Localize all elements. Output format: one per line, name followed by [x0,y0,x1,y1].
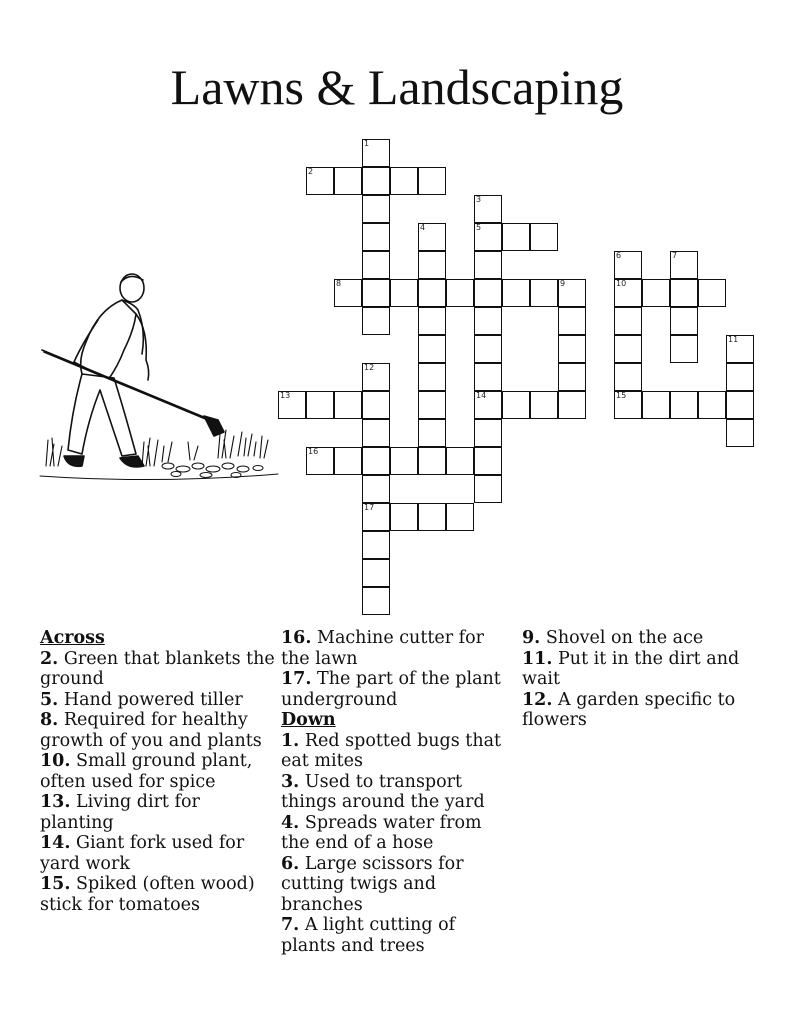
grid-cell[interactable] [334,447,362,475]
grid-cell[interactable] [418,251,446,279]
grid-cell[interactable] [362,531,390,559]
grid-cell[interactable] [362,251,390,279]
grid-cell[interactable] [418,307,446,335]
grid-cell[interactable] [418,223,446,251]
grid-cell[interactable] [306,391,334,419]
grid-cell[interactable] [474,335,502,363]
clue-down-11: 11. Put it in the dirt and wait [522,648,740,689]
grid-cell[interactable] [698,391,726,419]
grid-number-1: 1 [364,139,370,148]
grid-cell[interactable] [558,363,586,391]
grid-cell[interactable] [670,335,698,363]
grid-cell[interactable] [558,335,586,363]
grid-cell[interactable] [418,419,446,447]
grid-cell[interactable] [474,307,502,335]
grid-cell[interactable] [502,279,530,307]
grid-number-7: 7 [672,251,678,260]
grid-cell[interactable] [306,167,334,195]
grid-cell[interactable] [614,279,642,307]
grid-cell[interactable] [362,307,390,335]
grid-cell[interactable] [362,587,390,615]
grid-cell[interactable] [642,391,670,419]
grid-number-12: 12 [364,363,375,372]
grid-number-14: 14 [476,391,487,400]
grid-cell[interactable] [362,475,390,503]
grid-cell[interactable] [418,335,446,363]
grid-cell[interactable] [362,419,390,447]
grid-cell[interactable] [362,279,390,307]
grid-cell[interactable] [614,391,642,419]
clue-down-6: 6. Large scissors for cutting twigs and branches [281,853,464,915]
grid-number-16: 16 [308,447,319,456]
grid-cell[interactable] [390,503,418,531]
grid-cell[interactable] [390,279,418,307]
grid-cell[interactable] [334,391,362,419]
grid-cell[interactable] [642,279,670,307]
grid-cell[interactable] [362,363,390,391]
grid-cell[interactable] [446,447,474,475]
grid-cell[interactable] [418,279,446,307]
grid-cell[interactable] [474,363,502,391]
grid-number-10: 10 [616,279,627,288]
grid-number-4: 4 [420,223,426,232]
grid-cell[interactable] [670,307,698,335]
clue-across-17: 17. The part of the plant underground [281,669,501,710]
grid-cell[interactable] [362,139,390,167]
grid-cell[interactable] [726,363,754,391]
grid-cell[interactable] [418,391,446,419]
grid-cell[interactable] [698,279,726,307]
grid-cell[interactable] [306,447,334,475]
grid-cell[interactable] [558,391,586,419]
clue-down-7: 7. A light cutting of plants and trees [281,915,456,956]
clue-down-12: 12. A garden specific to flowers [522,689,736,730]
clues-column-3 [522,628,754,731]
clue-across-16: 16. Machine cutter for the lawn [281,628,485,669]
grid-cell[interactable] [446,503,474,531]
clues-column-2 [281,628,507,956]
grid-cell[interactable] [670,279,698,307]
grid-cell[interactable] [334,279,362,307]
clue-across-2: 2. Green that blankets the ground [40,648,275,689]
grid-number-9: 9 [560,279,566,288]
grid-cell[interactable] [362,559,390,587]
grid-cell[interactable] [726,419,754,447]
grid-cell[interactable] [530,391,558,419]
grid-cell[interactable] [446,279,474,307]
grid-cell[interactable] [670,251,698,279]
clue-across-15: 15. Spiked (often wood) stick for tomatoes [40,874,255,915]
grid-number-17: 17 [364,503,375,512]
clue-down-9: 9. Shovel on the ace [522,628,704,648]
clue-down-1: 1. Red spotted bugs that eat mites [281,730,502,771]
clue-across-8: 8. Required for healthy growth of you and plants [40,710,262,751]
grid-number-15: 15 [616,391,627,400]
grid-number-11: 11 [728,335,739,344]
clues-column-1 [40,628,276,915]
clue-across-13: 13. Living dirt for planting [40,792,200,833]
grid-number-5: 5 [476,223,482,232]
grid-cell[interactable] [362,503,390,531]
grid-cell[interactable] [670,391,698,419]
grid-number-6: 6 [616,251,622,260]
grid-cell[interactable] [418,363,446,391]
clue-across-10: 10. Small ground plant, often used for spice [40,751,253,792]
down-heading: Down [281,710,336,730]
grid-cell[interactable] [474,447,502,475]
grid-cell[interactable] [362,167,390,195]
grid-cell[interactable] [474,279,502,307]
grid-cell[interactable] [474,251,502,279]
grid-cell[interactable] [614,363,642,391]
grid-cell[interactable] [726,335,754,363]
grid-cell[interactable] [614,307,642,335]
across-heading: Across [40,628,105,648]
grid-number-3: 3 [476,195,482,204]
puzzle-title: Lawns & Landscaping [170,59,624,115]
grid-cell[interactable] [530,223,558,251]
grid-cell[interactable] [418,447,446,475]
grid-cell[interactable] [614,251,642,279]
clue-down-3: 3. Used to transport things around the yard [281,771,485,812]
grid-cell[interactable] [362,447,390,475]
grid-cell[interactable] [474,475,502,503]
grid-cell[interactable] [474,419,502,447]
clue-across-5: 5. Hand powered tiller [40,689,243,710]
grid-cell[interactable] [558,279,586,307]
grid-cell[interactable] [614,335,642,363]
clue-across-14: 14. Giant fork used for yard work [40,833,245,874]
grid-number-2: 2 [308,167,314,176]
grid-cell[interactable] [726,391,754,419]
grid-cell[interactable] [334,167,362,195]
grid-cell[interactable] [474,195,502,223]
grid-cell[interactable] [502,391,530,419]
grid-number-8: 8 [336,279,342,288]
grid-cell[interactable] [418,167,446,195]
grid-cell[interactable] [474,223,502,251]
grid-cell[interactable] [530,279,558,307]
grid-cell[interactable] [502,223,530,251]
grid-cell[interactable] [362,195,390,223]
clue-down-4: 4. Spreads water from the end of a hose [281,812,482,853]
grid-cell[interactable] [418,503,446,531]
grid-number-13: 13 [280,391,291,400]
grid-cell[interactable] [474,391,502,419]
grid-cell[interactable] [362,391,390,419]
grid-cell[interactable] [362,223,390,251]
gardener-illustration [38,270,283,490]
grid-cell[interactable] [390,167,418,195]
grid-cell[interactable] [558,307,586,335]
grid-cell[interactable] [390,447,418,475]
